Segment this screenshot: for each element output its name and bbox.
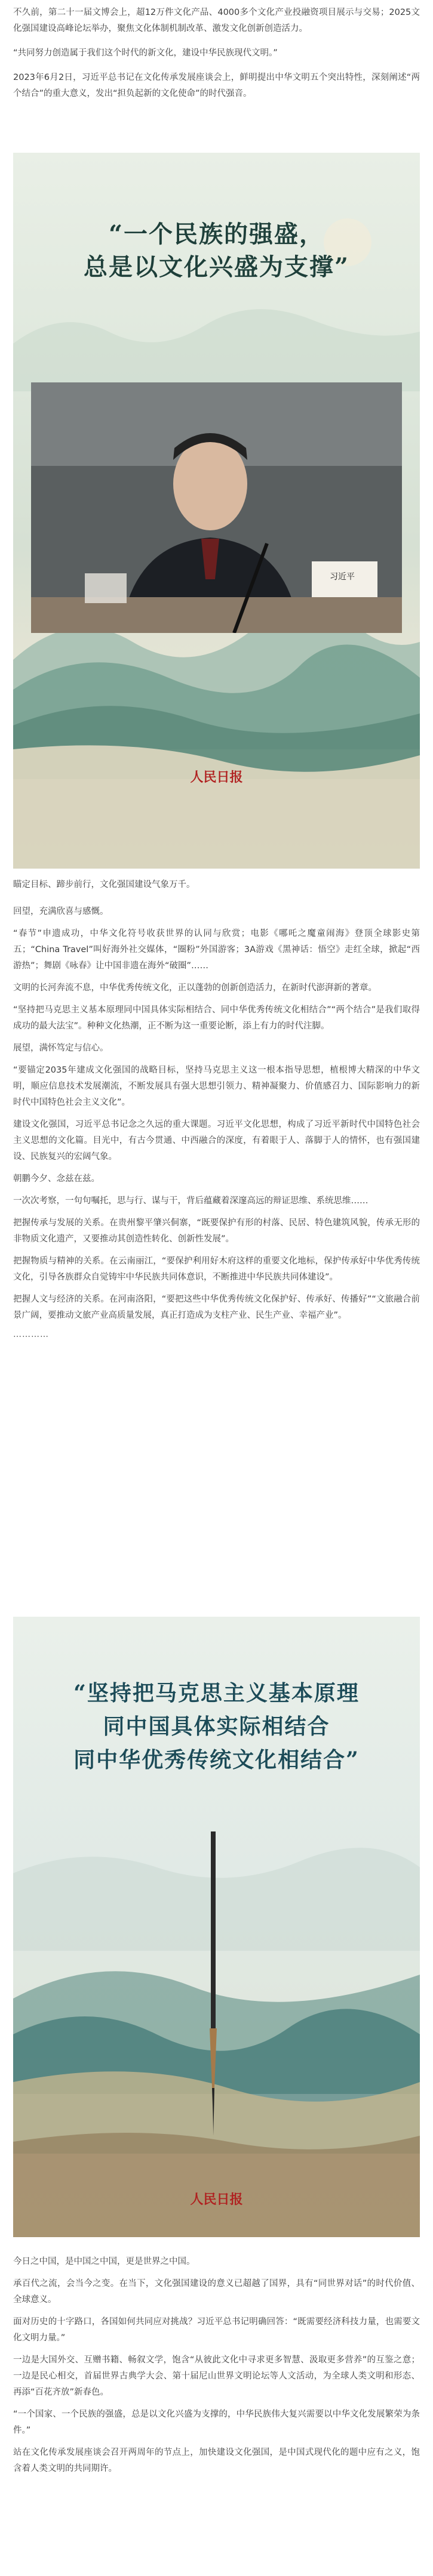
intro-paragraph: 不久前，第二十一届文博会上，超12万件文化产品、4000多个文化产业投融资项目展示与交易；2025文化强国建设高峰论坛举办，聚焦文化体制机制改革、激发文化创新创造活力。 [13, 8, 420, 33]
conclusion-paragraph: 一边是大国外交、互赠书籍、畅叙文学，饱含“从彼此文化中寻求更多智慧、汲取更多营养”的互鉴之意；一边是民心相交，首届世界古典学大会、第十届尼山世界文明论坛等人文活动，为全球人类文明和形态、再添“百花齐放”新春色。 [13, 2355, 420, 2397]
poster-title-line-3: 同中华优秀传统文化相结合” [73, 1747, 360, 1772]
conclusion-paragraph: “一个国家、一个民族的强盛，总是以文化兴盛为支撑的，中华民族伟大复兴需要以中华文化发展繁荣为条件。” [13, 2410, 420, 2435]
intro-quote: “共同努力创造属于我们这个时代的新文化，建设中华民族现代文明。” [13, 48, 278, 58]
body-paragraph: 把握人文与经济的关系。在河南洛阳，“要把这些中华优秀传统文化保护好、传承好、传播好”“文旅融合前景广阔，要推动文旅产业高质量发展，真正打造成为支柱产业、民生产业、幸福产业”。 [13, 1295, 420, 1320]
poster-title-line-1: “坚持把马克思主义基本原理 [73, 1681, 360, 1706]
conclusion-paragraph: 今日之中国，是中国之中国，更是世界之中国。 [13, 2257, 195, 2266]
brand-logo-text: 人民日报 [190, 2192, 243, 2207]
section-separator: ………… [13, 1330, 49, 1339]
intro-paragraph: 2023年6月2日，习近平总书记在文化传承发展座谈会上，鲜明提出中华文明五个突出特性，深刻阐述“两个结合”的重大意义，发出“担负起新的文化使命”的时代强音。 [13, 73, 420, 98]
body-paragraph: 回望，充满欣喜与感慨。 [13, 907, 109, 916]
body-paragraph: 把握传承与发展的关系。在贵州黎平肇兴侗寨，“既要保护有形的村落、民居、特色建筑风貌，传承无形的非物质文化遗产，又要推动其创造性转化、创新性发展”。 [13, 1218, 420, 1244]
body-paragraph: “要锚定2035年建成文化强国的战略目标，坚持马克思主义这一根本指导思想，植根博大精深的中华文明，顺应信息技术发展潮流，不断发展具有强大思想引领力、精神凝聚力、价值感召力、国际影响力的新时代中国特色社会主义文化”。 [13, 1065, 420, 1107]
body-paragraph: 一次次考察，一句句嘱托，思与行、谋与干，背后蕴藏着深邃高远的辩证思维、系统思维…… [13, 1196, 368, 1206]
body-paragraph: 瞄定目标、蹄步前行，文化强国建设气象万千。 [13, 880, 195, 889]
body-paragraph: 朝鹏今夕、念兹在兹。 [13, 1174, 100, 1184]
poster-title-line-2: 总是以文化兴盛为支撑” [83, 253, 349, 281]
brand-logo [13, 2189, 420, 2208]
speaker-photo [31, 382, 402, 633]
body-paragraph: “坚持把马克思主义基本原理同中国具体实际相结合、同中华优秀传统文化相结合”“两个结合”是我们取得成功的最大法宝”。种种文化热潮，正不断为这一重要论断，添上有力的时代注脚。 [13, 1005, 420, 1031]
brand-logo-text: 人民日报 [190, 770, 243, 785]
quote-poster-culture [13, 153, 420, 869]
conclusion-block [0, 2254, 433, 2483]
body-paragraph: 文明的长河奔流不息，中华优秀传统文化，正以蓬勃的创新创造活力，在新时代澎湃新的著章。 [13, 983, 377, 993]
body-paragraph: 把握物质与精神的关系。在云南丽江，“要保护利用好木府这样的重要文化地标，保护传承好中华优秀传统文化，引导各族群众自觉铸牢中华民族共同体意识，不断推进中华民族共同体建设”。 [13, 1256, 420, 1282]
poster-title-line-1: “一个民族的强盛， [108, 220, 324, 248]
body-paragraph: “春节”申遗成功，中华文化符号收获世界的认同与欣赏；电影《哪吒之魔童闹海》登顶全球影史第五；“China Travel”叫好海外社交媒体，“圈粉”外国游客；3A游戏《黑神话：悟空》走红全球，掀起“西游热”；舞剧《咏春》让中国非遗在海外“破圈”…… [13, 929, 420, 971]
brand-logo [13, 767, 420, 786]
quote-poster-two-combinations [13, 1617, 420, 2237]
body-block-2 [0, 904, 433, 1339]
body-paragraph: 展望，满怀笃定与信心。 [13, 1043, 109, 1053]
speaker-nameplate: 习近平 [330, 572, 355, 582]
poster-title-line-2: 同中国具体实际相结合 [103, 1714, 330, 1739]
body-paragraph: 建设文化强国，习近平总书记念之久远的重大课题。习近平文化思想，构成了习近平新时代中国特色社会主义思想的文化篇。目光中，有古今贯通、中西融合的深度，有着眼于人、落脚于人的情怀，也有强国建设、民族复兴的宏阔气象。 [13, 1120, 420, 1162]
body-block [0, 877, 433, 893]
speaker-photo-illustration [31, 382, 402, 633]
conclusion-paragraph: 站在文化传承发展座谈会召开两周年的节点上，加快建设文化强国，是中国式现代化的题中应有之义，饱含着人类文明的共同期许。 [13, 2448, 420, 2473]
intro-block [0, 5, 433, 102]
conclusion-paragraph: 面对历史的十字路口，各国如何共同应对挑战？习近平总书记明确回答：“既需要经济科技力量，也需要文化文明力量。” [13, 2317, 420, 2343]
conclusion-paragraph: 承百代之流，会当今之变。在当下，文化强国建设的意义已超越了国界，具有“同世界对话”的时代价值、全球意义。 [13, 2279, 420, 2305]
